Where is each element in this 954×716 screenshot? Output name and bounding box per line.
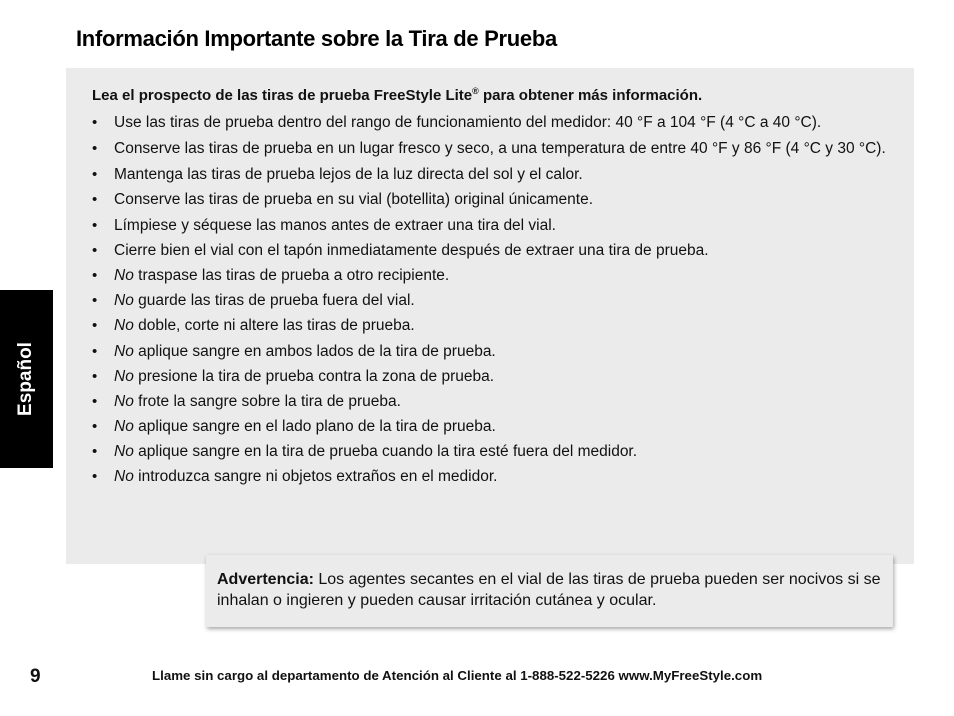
registered-mark: ® bbox=[472, 86, 479, 96]
bullet-icon: • bbox=[92, 292, 98, 310]
list-item: • Conserve las tiras de prueba en un lugar fresco y seco, a una temperatura de entre 40 °F y 86 °F (4 °C y 30 °C). bbox=[92, 136, 894, 162]
list-item: • Conserve las tiras de prueba en su vial (botellita) original únicamente. bbox=[92, 191, 594, 209]
bullet-icon: • bbox=[92, 317, 98, 335]
bullet-icon: • bbox=[92, 241, 98, 259]
bullet-icon: • bbox=[92, 392, 98, 410]
bullet-list bbox=[92, 113, 894, 486]
intro-text: Lea el prospecto de las tiras de prueba FreeStyle Lite bbox=[92, 87, 473, 104]
page-number: 9 bbox=[30, 666, 41, 687]
list-item: • No aplique sangre en la tira de prueba cuando la tira esté fuera del medidor. bbox=[92, 443, 638, 461]
list-item: • No presione la tira de prueba contra la zona de prueba. bbox=[92, 367, 495, 385]
list-item: • Límpiese y séquese las manos antes de extraer una tira del vial. bbox=[92, 216, 556, 234]
footer-contact: Llame sin cargo al departamento de Atención al Cliente al 1-888-522-5226 www.MyFreeStyle.com bbox=[152, 668, 763, 683]
list-item: • No aplique sangre en ambos lados de la tira de prueba. bbox=[92, 342, 496, 360]
bullet-icon: • bbox=[92, 166, 98, 184]
intro-text-end: para obtener más información. bbox=[478, 87, 703, 104]
bullet-icon: • bbox=[92, 140, 98, 158]
list-item: • No introduzca sangre ni objetos extraños en el medidor. bbox=[92, 468, 498, 486]
bullet-icon: • bbox=[92, 191, 98, 209]
info-box bbox=[66, 68, 914, 564]
list-item: • No doble, corte ni altere las tiras de prueba. bbox=[92, 317, 415, 335]
warning-box bbox=[206, 555, 893, 627]
language-tab bbox=[0, 290, 53, 468]
bullet-icon: • bbox=[92, 443, 98, 461]
warning-text: Los agentes secantes en el vial de las tiras de prueba pueden ser nocivos si se inhalan o ingieren y pueden causar irritación cutánea y ocular. bbox=[217, 571, 881, 609]
language-tab-label: Español bbox=[15, 342, 36, 416]
bullet-icon: • bbox=[92, 342, 98, 360]
list-item: • No traspase las tiras de prueba a otro recipiente. bbox=[92, 266, 450, 284]
bullet-icon: • bbox=[92, 216, 98, 234]
list-item: • No aplique sangre en el lado plano de la tira de prueba. bbox=[92, 418, 496, 436]
info-intro bbox=[92, 80, 894, 107]
bullet-icon: • bbox=[92, 114, 98, 131]
bullet-icon: • bbox=[92, 468, 98, 486]
page-title: Información Importante sobre la Tira de Prueba bbox=[76, 26, 557, 51]
list-item: • Cierre bien el vial con el tapón inmediatamente después de extraer una tira de prueba. bbox=[92, 241, 709, 259]
bullet-icon: • bbox=[92, 367, 98, 385]
list-item: • Mantenga las tiras de prueba lejos de la luz directa del sol y el calor. bbox=[92, 166, 583, 184]
bullet-icon: • bbox=[92, 266, 98, 284]
list-item: • No guarde las tiras de prueba fuera del vial. bbox=[92, 292, 415, 310]
bullet-icon: • bbox=[92, 418, 98, 436]
list-item: • Use las tiras de prueba dentro del rango de funcionamiento del medidor: 40 °F a 104 °F (4 °C a 40 °C). bbox=[92, 114, 822, 131]
warning-label: Advertencia: bbox=[217, 571, 314, 588]
list-item: • No frote la sangre sobre la tira de prueba. bbox=[92, 392, 401, 410]
